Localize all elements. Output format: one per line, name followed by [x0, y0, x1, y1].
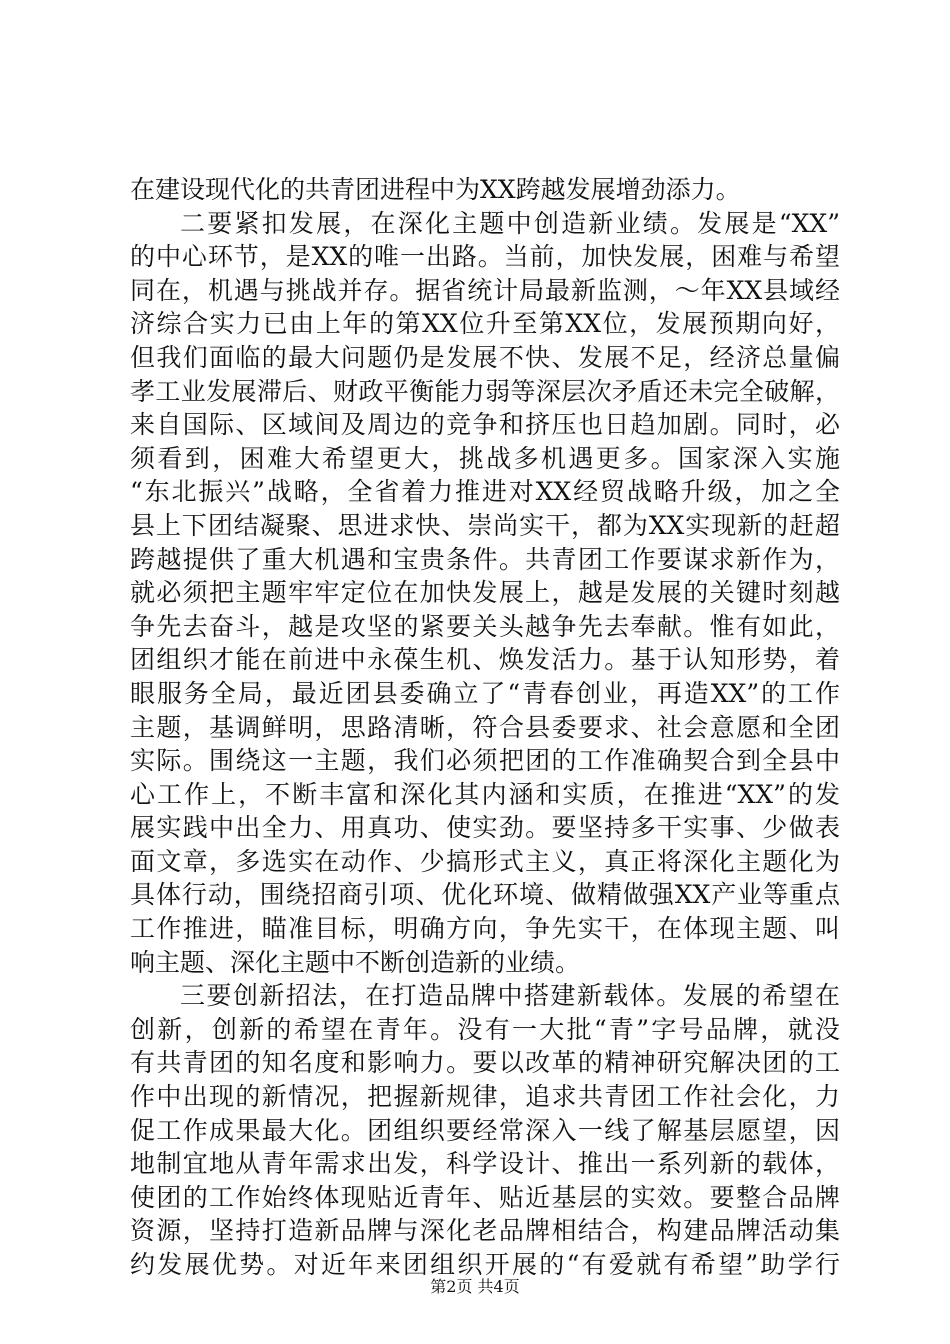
text-line: 促工作成果最大化。团组织要经常深入一线了解基层愿望，因 — [130, 1115, 840, 1145]
text-line: 但我们面临的最大问题仍是发展不快、发展不足，经济总量偏 — [130, 342, 840, 372]
text-line: 的中心环节，是XX的唯一出路。当前，加快发展，困难与希望 — [130, 242, 840, 272]
text-line: 同在，机遇与挑战并存。据省统计局最新监测，～年XX县域经 — [130, 275, 840, 305]
text-line: 使团的工作始终体现贴近青年、贴近基层的实效。要整合品牌 — [130, 1182, 840, 1212]
text-line: 有共青团的知名度和影响力。要以改革的精神研究解决团的工 — [130, 1048, 840, 1078]
text-line: 主题，基调鲜明，思路清晰，符合县委要求、社会意愿和全团 — [130, 712, 840, 742]
text-line: 展实践中出全力、用真功、使实劲。要坚持多干实事、少做表 — [130, 813, 840, 843]
text-line: 孝工业发展滞后、财政平衡能力弱等深层次矛盾还未完全破解， — [130, 376, 840, 406]
text-line: 在建设现代化的共青团进程中为XX跨越发展增劲添力。 — [130, 175, 741, 204]
text-line: 来自国际、区域间及周边的竞争和挤压也日趋加剧。同时，必 — [130, 410, 840, 440]
text-line: 实际。围绕这一主题，我们必须把团的工作准确契合到全县中 — [130, 746, 840, 776]
text-line: 创新，创新的希望在青年。没有一大批“青”字号品牌，就没 — [130, 1014, 840, 1044]
paragraph-start-line: 三要创新招法，在打造品牌中搭建新载体。发展的希望在 — [180, 981, 840, 1011]
page-number-footer: 第2页 共4页 — [430, 1277, 520, 1296]
text-line: 工作推进，瞄准目标，明确方向，争先实干，在体现主题、叫 — [130, 914, 840, 944]
text-line: 约发展优势。对近年来团组织开展的“有爱就有希望”助学行 — [130, 1250, 840, 1279]
text-line: 济综合实力已由上年的第XX位升至第XX位，发展预期向好， — [130, 309, 840, 339]
text-line: “东北振兴”战略，全省着力推进对XX经贸战略升级，加之全 — [130, 477, 840, 507]
text-line: 就必须把主题牢牢定位在加快发展上，越是发展的关键时刻越 — [130, 578, 840, 608]
text-line: 响主题、深化主题中不断创造新的业绩。 — [130, 947, 581, 977]
text-line: 地制宜地从青年需求出发，科学设计、推出一系列新的载体， — [130, 1149, 840, 1179]
text-line: 面文章，多选实在动作、少搞形式主义，真正将深化主题化为 — [130, 846, 840, 876]
text-line: 具体行动，围绕招商引项、优化环境、做精做强XX产业等重点 — [130, 880, 840, 910]
text-line: 资源，坚持打造新品牌与深化老品牌相结合，构建品牌活动集 — [130, 1216, 840, 1246]
paragraph-start-line: 二要紧扣发展，在深化主题中创造新业绩。发展是“XX” — [180, 208, 840, 238]
document-body — [130, 173, 840, 1282]
text-line: 县上下团结凝聚、思进求快、崇尚实干，都为XX实现新的赶超 — [130, 510, 840, 540]
text-line: 眼服务全局，最近团县委确立了“青春创业，再造XX”的工作 — [130, 678, 840, 708]
text-line: 作中出现的新情况，把握新规律，追求共青团工作社会化，力 — [130, 1082, 840, 1112]
text-line: 心工作上，不断丰富和深化其内涵和实质，在推进“XX”的发 — [130, 779, 840, 809]
text-line: 团组织才能在前进中永葆生机、焕发活力。基于认知形势，着 — [130, 645, 840, 675]
text-line: 跨越提供了重大机遇和宝贵条件。共青团工作要谋求新作为， — [130, 544, 840, 574]
text-line: 争先去奋斗，越是攻坚的紧要关头越争先去奉献。惟有如此， — [130, 611, 840, 641]
text-line: 须看到，困难大希望更大，挑战多机遇更多。国家深入实施 — [130, 443, 840, 473]
